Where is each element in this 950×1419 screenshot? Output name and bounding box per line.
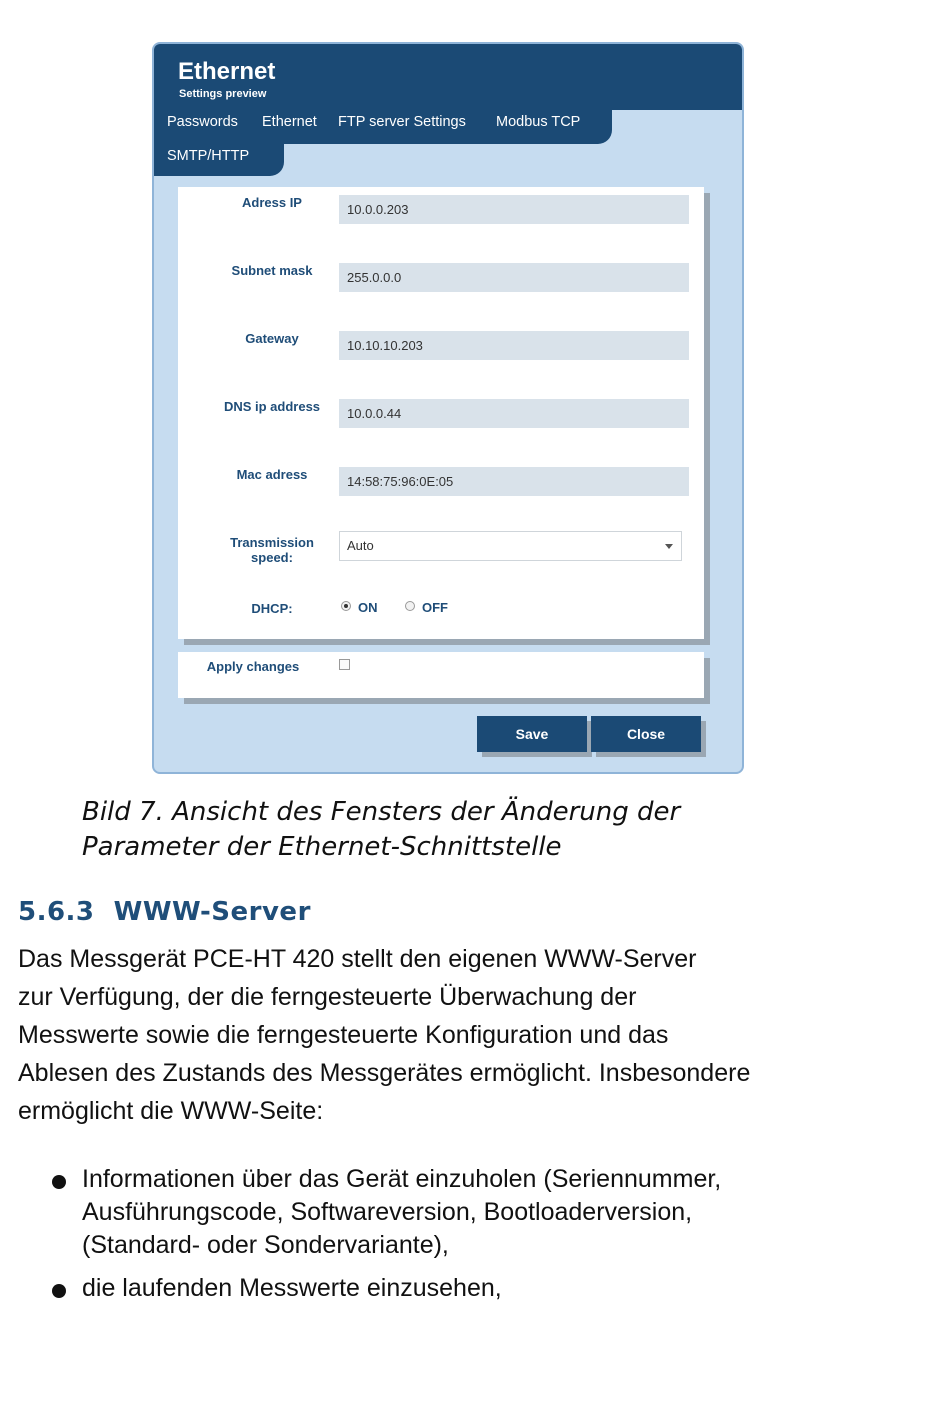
tab-bar bbox=[154, 110, 612, 144]
tab-ftp-server-settings[interactable]: FTP server Settings bbox=[338, 114, 466, 130]
paragraph-line: ermöglicht die WWW-Seite: bbox=[18, 1097, 324, 1125]
dhcp-on-label: ON bbox=[358, 600, 378, 615]
section-heading bbox=[18, 897, 311, 927]
list-item-line: (Standard- oder Sondervariante), bbox=[82, 1231, 449, 1259]
mac-address-field[interactable]: 14:58:75:96:0E:05 bbox=[339, 467, 689, 496]
list-item-text bbox=[82, 1163, 882, 1262]
window-title: Ethernet bbox=[178, 58, 276, 85]
bullet-icon bbox=[52, 1175, 66, 1189]
paragraph-line: Messwerte sowie die ferngesteuerte Konfiguration und das bbox=[18, 1021, 669, 1049]
field-label-mac: Mac adress bbox=[236, 467, 308, 482]
section-paragraph bbox=[18, 940, 878, 1130]
section-number: 5.6.3 bbox=[18, 897, 95, 927]
field-label-dhcp: DHCP: bbox=[251, 601, 293, 616]
apply-changes-checkbox[interactable] bbox=[339, 659, 350, 670]
save-button[interactable]: Save bbox=[477, 716, 587, 752]
chevron-down-icon bbox=[665, 544, 673, 549]
transmission-label-line1: Transmission bbox=[230, 535, 314, 550]
apply-changes-label: Apply changes bbox=[206, 659, 300, 674]
caption-line-1: Bild 7. Ansicht des Fensters der Änderung der bbox=[82, 797, 681, 827]
list-item-text bbox=[82, 1272, 882, 1305]
section-title: WWW-Server bbox=[113, 897, 311, 927]
ethernet-settings-window bbox=[152, 42, 744, 774]
subnet-mask-field[interactable]: 255.0.0.0 bbox=[339, 263, 689, 292]
ip-address-field[interactable]: 10.0.0.203 bbox=[339, 195, 689, 224]
field-label-transmission bbox=[197, 535, 347, 565]
tab-passwords[interactable]: Passwords bbox=[167, 114, 238, 130]
tab-ethernet[interactable]: Ethernet bbox=[262, 114, 317, 130]
bullet-icon bbox=[52, 1284, 66, 1298]
list-item-line: die laufenden Messwerte einzusehen, bbox=[82, 1274, 502, 1302]
dns-address-field[interactable]: 10.0.0.44 bbox=[339, 399, 689, 428]
list-item-line: Informationen über das Gerät einzuholen (Seriennummer, bbox=[82, 1165, 722, 1193]
settings-panel bbox=[178, 187, 704, 639]
field-label-ip: Adress IP bbox=[242, 195, 302, 210]
paragraph-line: zur Verfügung, der die ferngesteuerte Überwachung der bbox=[18, 983, 637, 1011]
figure-caption bbox=[82, 795, 842, 865]
tab-smtp-http[interactable]: SMTP/HTTP bbox=[167, 148, 250, 164]
list-item-line: Ausführungscode, Softwareversion, Bootloaderversion, bbox=[82, 1198, 693, 1226]
window-header bbox=[154, 44, 742, 110]
dhcp-off-label: OFF bbox=[422, 600, 448, 615]
paragraph-line: Ablesen des Zustands des Messgerätes ermöglicht. Insbesondere bbox=[18, 1059, 751, 1087]
tab-bar-row-2 bbox=[154, 144, 284, 176]
close-button[interactable]: Close bbox=[591, 716, 701, 752]
transmission-label-line2: speed: bbox=[251, 550, 293, 565]
dhcp-off-radio[interactable] bbox=[405, 601, 415, 611]
paragraph-line: Das Messgerät PCE-HT 420 stellt den eigenen WWW-Server bbox=[18, 945, 697, 973]
transmission-speed-value: Auto bbox=[347, 538, 374, 553]
dhcp-on-radio[interactable] bbox=[341, 601, 351, 611]
field-label-dns: DNS ip address bbox=[223, 399, 321, 414]
transmission-speed-select[interactable] bbox=[339, 531, 682, 561]
tab-modbus-tcp[interactable]: Modbus TCP bbox=[496, 114, 581, 130]
gateway-field[interactable]: 10.10.10.203 bbox=[339, 331, 689, 360]
window-subtitle: Settings preview bbox=[179, 88, 267, 100]
field-label-gateway: Gateway bbox=[245, 331, 299, 346]
field-label-subnet: Subnet mask bbox=[231, 263, 313, 278]
apply-panel bbox=[178, 652, 704, 698]
caption-line-2: Parameter der Ethernet-Schnittstelle bbox=[82, 832, 562, 862]
